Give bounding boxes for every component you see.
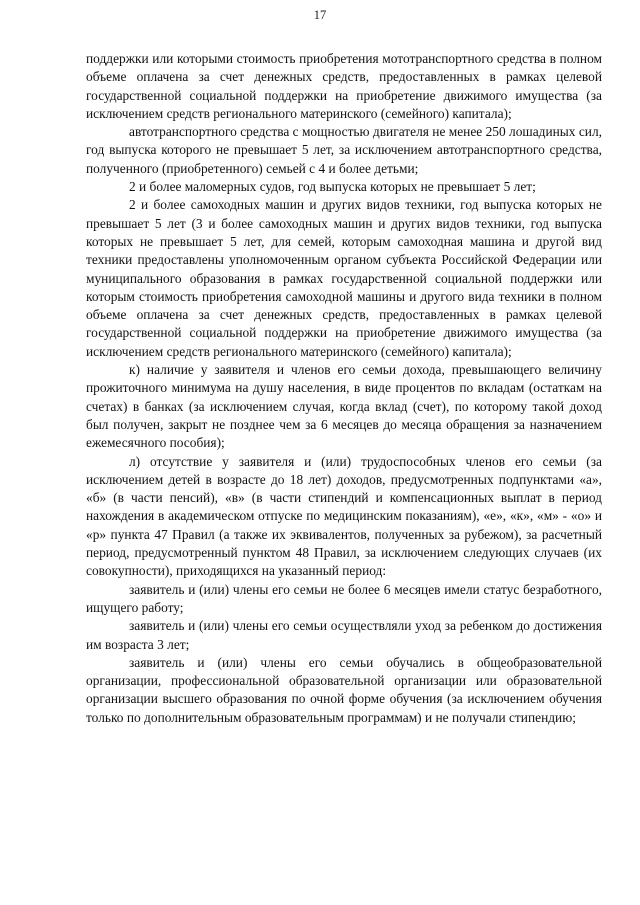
paragraph-4: 2 и более самоходных машин и других видов техники, год выпуска которых не превышает 5 лет (3 и более самоходных машин и других видов техники, год выпуска которых не превышает 5 лет, для семей, которым самоходная машина и другой вид техники предоставлены уполномоченным органом субъекта Российской Федерации или муниципального образования в рамках государственной социальной поддержки или которым стоимость приобретения самоходной машины и другого вида техники в полном объеме оплачена за счет денежных средств, предоставленных в рамках целевой государственной социальной поддержки на приобретение движимого имущества (за исключением средств регионального материнского (семейного) капитала);: [86, 197, 602, 359]
paragraph-3: 2 и более маломерных судов, год выпуска которых не превышает 5 лет;: [129, 179, 536, 195]
paragraph-5: к) наличие у заявителя и членов его семьи дохода, превышающего величину прожиточного минимума на душу населения, в виде процентов по вкладам (остаткам на счетах) в банках (за исключением случая, когда вклад (счет), по которому такой доход был получен, закрыт не позднее чем за 6 месяцев до месяца обращения за назначением ежемесячного пособия);: [86, 362, 602, 451]
paragraph-8: заявитель и (или) члены его семьи осуществляли уход за ребенком до достижения им возраста 3 лет;: [86, 618, 602, 652]
document-body: [86, 50, 602, 727]
paragraph-9: заявитель и (или) члены его семьи обучались в общеобразовательной организации, профессиональной образовательной организации или образовательной организации высшего образования по очной форме обучения (за исключением обучения только по дополнительным образовательным программам) и не получали стипендию;: [86, 654, 602, 725]
paragraph-1: поддержки или которыми стоимость приобретения мототранспортного средства в полном объеме оплачена за счет денежных средств, предоставленных в рамках целевой государственной социальной поддержки на приобретение движимого имущества (за исключением средств регионального материнского (семейного) капитала);: [86, 51, 602, 121]
paragraph-7: заявитель и (или) члены его семьи не более 6 месяцев имели статус безработного, ищущего работу;: [86, 581, 602, 615]
paragraph-6: л) отсутствие у заявителя и (или) трудоспособных членов его семьи (за исключением детей в возрасте до 18 лет) доходов, предусмотренных подпунктами «а», «б» (в части пенсий), «в» (в части стипендий и компенсационных выплат в период нахождения в академическом отпуске по медицинским показаниям), «е», «к», «м» - «о» и «р» пункта 47 Правил (а также их эквивалентов, полученных за рубежом), за расчетный период, предусмотренный пунктом 48 Правил, за исключением следующих случаев (их совокупности), приходящихся на указанный период:: [86, 453, 602, 579]
paragraph-2: автотранспортного средства с мощностью двигателя не менее 250 лошадиных сил, год выпуска которого не превышает 5 лет, за исключением автотранспортного средства, полученного (приобретенного) семьей с 4 и более детьми;: [86, 124, 602, 176]
page-number: 17: [313, 8, 327, 22]
